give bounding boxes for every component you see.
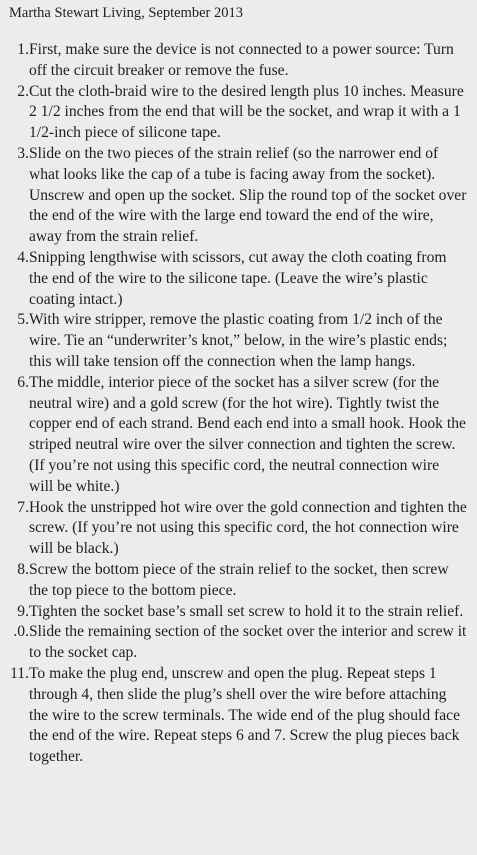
step-number: 11. — [10, 664, 29, 682]
step-text: Cut the cloth-braid wire to the desired length plus 10 inches. Measure 2 1/2 inches from the end that will be the socket, and wrap it with a 1 1/2-inch piece of silicone tape. — [29, 82, 464, 142]
step-item — [9, 40, 467, 82]
step-number: 8. — [17, 560, 29, 578]
step-item — [9, 622, 467, 664]
step-text: With wire stripper, remove the plastic coating from 1/2 inch of the wire. Tie an “underwriter’s knot,” below, in the wire’s plastic ends; this will take tension off the connection when the lamp hangs. — [29, 311, 448, 370]
step-number: 7. — [17, 498, 29, 516]
step-item — [9, 248, 467, 310]
step-text: Snipping lengthwise with scissors, cut away the cloth coating from the end of the wire to the silicone tape. (Leave the wire’s plastic coating intact.) — [29, 248, 447, 308]
step-number: 3. — [17, 144, 29, 162]
step-item — [9, 82, 467, 144]
step-text: Screw the bottom piece of the strain relief to the socket, then screw the top piece to the bottom piece. — [29, 560, 449, 599]
step-text: The middle, interior piece of the socket has a silver screw (for the neutral wire) and a gold screw (for the hot wire). Tightly twist the copper end of each strand. Bend each end into a small hook. Hook the striped neutral wire over the silver connection and tighten the screw. (If you’re not using this specific cord, the neutral connection wire will be white.) — [29, 373, 466, 495]
step-text: Slide the remaining section of the socket over the interior and screw it to the socket cap. — [29, 623, 467, 662]
step-number: .0. — [13, 623, 29, 641]
step-item — [9, 560, 467, 602]
step-number: 1. — [17, 41, 29, 58]
source-citation: Martha Stewart Living, September 2013 — [9, 5, 243, 21]
step-text: Slide on the two pieces of the strain relief (so the narrower end of what looks like the cap of a tube is facing away from the socket). Unscrew and open up the socket. Slip the round top of the socket over the end of the wire with the large end toward the end of the wire, away from the strain relief. — [29, 144, 467, 246]
step-item — [9, 602, 467, 623]
step-number: 5. — [17, 311, 29, 329]
step-number: 9. — [17, 602, 29, 620]
step-item — [9, 498, 467, 560]
step-number: 4. — [17, 248, 29, 266]
step-item — [9, 144, 467, 248]
step-item — [9, 310, 467, 372]
step-text: Tighten the socket base’s small set screw to hold it to the strain relief. — [29, 602, 464, 620]
step-item — [9, 373, 467, 498]
step-text: First, make sure the device is not connected to a power source: Turn off the circuit breaker or remove the fuse. — [29, 41, 454, 79]
step-number: 6. — [17, 373, 29, 391]
instruction-list — [9, 40, 467, 768]
step-text: To make the plug end, unscrew and open the plug. Repeat steps 1 through 4, then slide the plug’s shell over the wire before attaching the wire to the screw terminals. The wide end of the plug should face the end of the wire. Repeat steps 6 and 7. Screw the plug pieces back together. — [29, 664, 461, 766]
step-number: 2. — [17, 82, 29, 100]
step-text: Hook the unstripped hot wire over the gold connection and tighten the screw. (If you’re not using this specific cord, the hot connection wire will be black.) — [29, 498, 467, 558]
step-item — [9, 664, 467, 768]
